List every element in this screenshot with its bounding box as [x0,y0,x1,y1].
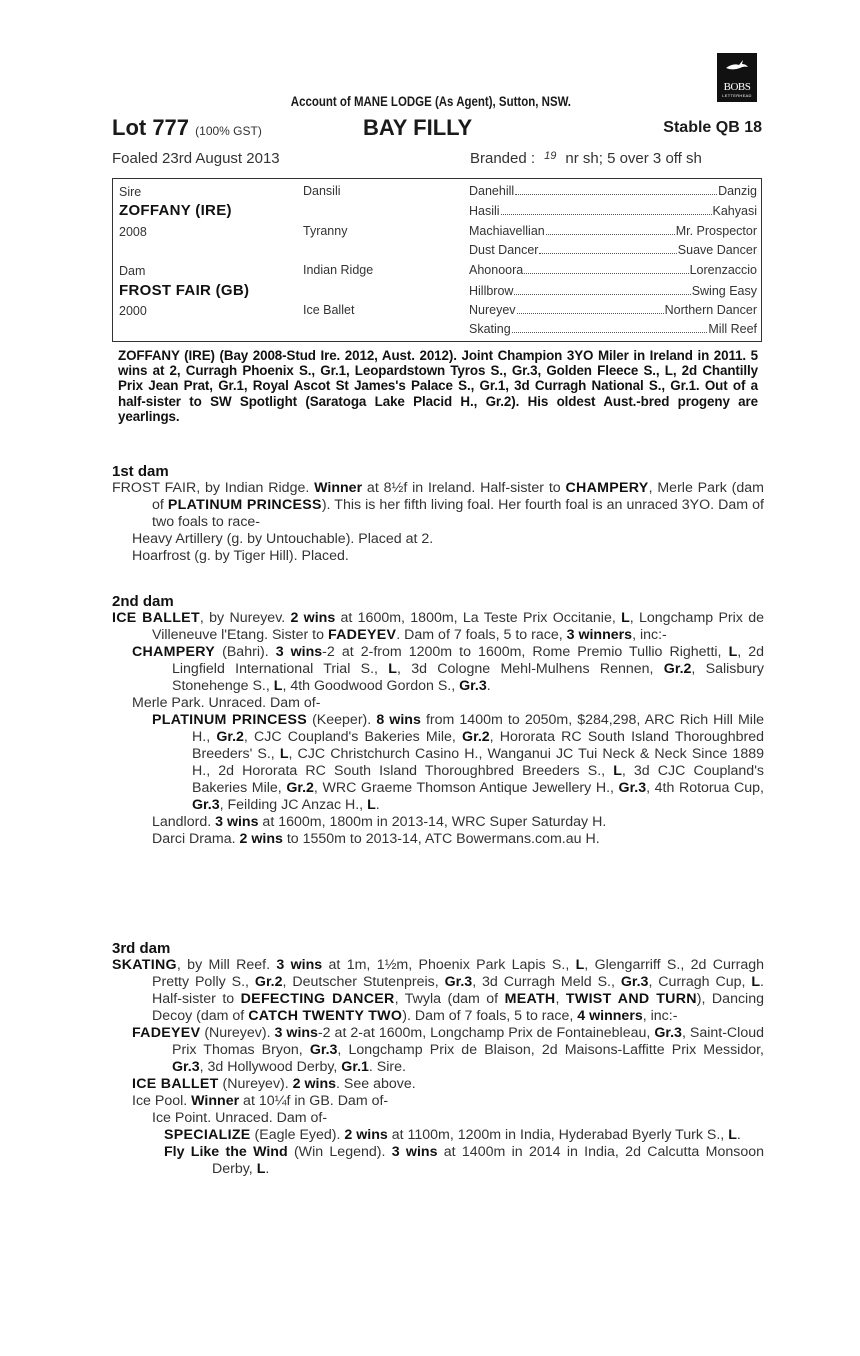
logo-name: BOBS [723,81,751,93]
body-text: , inc:- [632,627,667,643]
great-horse: Dust Dancer [469,243,539,257]
body-text: ), Dancing Decoy (dam of [152,991,764,1024]
bold-text: CHAMPERY [565,480,649,496]
body-text: to 1550m to 2013-14, ATC Bowermans.com.au H. [282,831,600,847]
body-text: , 3d Cologne Mehl-Mulhens Rennen, [396,661,664,677]
great-sire: Northern Dancer [664,303,757,317]
body-text: (Eagle Eyed). [250,1127,345,1143]
body-text: -2 at 2-at 1600m, Longchamp Prix de Fontainebleau, [317,1025,655,1041]
sire-label: Sire [119,185,142,199]
bold-text: 4 winners [577,1008,643,1024]
great-horse: Hillbrow [469,284,514,298]
great-grandparent-row [469,322,757,336]
sire-sire: Dansili [303,184,341,198]
first-dam-heading: 1st dam [112,463,169,480]
second-dam-section [112,593,764,848]
bold-text: Gr.2 [462,729,490,745]
bold-text: 8 wins [376,712,421,728]
bold-text: Fly Like the Wind [164,1144,288,1160]
bold-text: Gr.3 [459,678,487,694]
sire-year: 2008 [119,225,147,239]
body-text: ). This is her fifth living foal. Her fourth foal is an unraced 3YO. Dam of two foals to race- [152,497,764,530]
bold-text: Winner [191,1093,240,1109]
body-text: at 1400m in 2014 in India, 2d Calcutta Monsoon Derby, [212,1144,764,1177]
bold-text: 3 wins [391,1144,438,1160]
body-text: at 1100m, 1200m in India, Hyderabad Byerly Turk S., [387,1127,729,1143]
body-text: , inc:- [642,1008,678,1024]
great-grandparent-row [469,284,757,298]
dot-leader [515,185,717,195]
bold-text: 2 wins [290,610,336,626]
dot-leader [501,205,712,215]
dot-leader [524,264,688,274]
body-text: . Sire. [368,1059,406,1075]
bold-text: L [575,957,585,973]
bold-text: CHAMPERY [132,644,216,660]
bold-text: FADEYEV [132,1025,201,1041]
body-text: , 3d CJC Coupland's Bakeries Mile, [192,763,764,796]
branded-label: Branded : [470,150,536,167]
bold-text: PLATINUM PRINCESS [167,497,322,513]
great-sire: Mill Reef [708,322,757,336]
bold-text: ICE BALLET [132,1076,219,1092]
brand-mark-icon: 19 [544,150,557,162]
progeny-entry-ice-pool [112,1093,764,1110]
dot-leader [514,285,690,295]
great-grandparent-row [469,303,757,317]
bold-text: Gr.2 [286,780,314,796]
progeny-entry-fadeyev [112,1025,764,1076]
bold-text: L [621,610,630,626]
bold-text: Gr.3 [444,974,473,990]
first-dam-section [112,463,764,565]
great-sire: Swing Easy [691,284,757,298]
bold-text: ICE BALLET [112,610,200,626]
first-dam-entry [112,480,764,531]
dot-leader [546,225,675,235]
body-text: (Bahri). [215,644,276,660]
dam-name: FROST FAIR (GB) [119,282,250,299]
bold-text: FADEYEV [327,627,397,643]
body-text: , Salisbury Stonehenge S., [172,661,764,694]
vendor-account: Account of MANE LODGE (As Agent), Sutton, NSW. [290,93,571,109]
body-text: , Curragh Cup, [648,974,752,990]
great-horse: Nureyev [469,303,516,317]
dam-label: Dam [119,264,146,278]
third-dam-section [112,940,764,1178]
brand-info [470,150,762,167]
logo-sub: LETTERHEAD [722,93,752,98]
bold-text: Gr.3 [618,780,647,796]
body-text: , 4th Rotorua Cup, [646,780,764,796]
body-text: . Dam of 7 foals, 5 to race, [396,627,567,643]
body-text: , Twyla (dam of [394,991,505,1007]
progeny-entry-merle-park: Merle Park. Unraced. Dam of- [132,695,321,711]
great-horse: Hasili [469,204,500,218]
great-horse: Danehill [469,184,515,198]
body-text: at 8½f in Ireland. Half-sister to [362,480,566,496]
body-text: at 10¼f in GB. Dam of- [239,1093,389,1109]
sire-dam: Tyranny [303,224,348,238]
bold-text: L [367,797,376,813]
bold-text: Gr.3 [620,974,649,990]
body-text: (Nureyev). [218,1076,293,1092]
bold-text: 3 wins [276,957,323,973]
progeny-entry-landlord [112,814,764,831]
great-sire: Suave Dancer [677,243,757,257]
bird-icon [725,59,749,71]
bold-text: 2 wins [344,1127,388,1143]
body-text: FROST FAIR, by Indian Ridge. [112,480,315,496]
bold-text: Gr.3 [192,797,220,813]
dam-sire: Indian Ridge [303,263,374,277]
dot-leader [539,244,676,254]
bold-text: Winner [314,480,363,496]
bold-text: DEFECTING DANCER [240,991,395,1007]
progeny-entry-champery [112,644,764,695]
bold-text: L [751,974,761,990]
great-horse: Skating [469,322,511,336]
great-grandparent-row [469,224,757,238]
body-text: (Keeper). [306,712,377,728]
bold-text: PLATINUM PRINCESS [152,712,307,728]
body-text: at 1600m, 1800m in 2013-14, WRC Super Saturday H. [258,814,607,830]
bold-text: Gr.3 [172,1059,200,1075]
bold-text: L [273,678,283,694]
foal-entry: Heavy Artillery (g. by Untouchable). Placed at 2. [132,531,434,547]
bold-text: 3 winners [566,627,633,643]
body-text: , Longchamp Prix de Villeneuve l'Etang. Sister to [152,610,764,643]
dot-leader [517,304,664,314]
sire-name: ZOFFANY (IRE) [119,202,232,219]
bold-text: Gr.3 [309,1042,338,1058]
great-sire: Kahyasi [712,204,757,218]
bold-text: Gr.2 [663,661,692,677]
sex-description: BAY FILLY [363,115,473,140]
bold-text: L [388,661,397,677]
progeny-entry-platinum-princess [112,712,764,814]
bold-text: L [728,644,738,660]
bold-text: L [728,1127,737,1143]
lot-line [112,115,762,143]
body-text: , Feilding JC Anzac H., [219,797,368,813]
third-dam-heading: 3rd dam [112,940,171,957]
dam-dam: Ice Ballet [303,303,355,317]
second-dam-entry [112,610,764,644]
progeny-entry-specialize [112,1127,764,1144]
body-text: , 3d Curragh Meld S., [472,974,621,990]
body-text: , CJC Christchurch Casino H., Wanganui JC Tui Neck & Neck Since 1889 H., 2d Hororata RC South Island Thoroughbred Breeders S., [192,746,764,779]
bold-text: Gr.1 [341,1059,369,1075]
body-text: , WRC Graeme Thomson Antique Jewellery H., [313,780,619,796]
dot-leader [512,323,708,333]
lot-number [112,115,262,141]
body-text: , Hororata RC South Island Thoroughbred Breeders' S., [192,729,764,762]
body-text: Darci Drama. [152,831,240,847]
branded-detail: nr sh; 5 over 3 off sh [565,150,702,167]
great-grandparent-row [469,243,757,257]
progeny-entry-fly-like-the-wind [112,1144,764,1178]
second-dam-heading: 2nd dam [112,593,174,610]
great-grandparent-row [469,263,757,277]
stable-location: Stable QB 18 [663,119,762,136]
body-text: at 1m, 1½m, Phoenix Park Lapis S., [322,957,576,973]
foal-entry: Hoarfrost (g. by Tiger Hill). Placed. [132,548,349,564]
body-text: , 4th Goodwood Gordon S., [282,678,460,694]
body-text: , Saint-Cloud Prix Thomas Bryon, [172,1025,765,1058]
pedigree-table [112,178,762,342]
foaling-date: Foaled 23rd August 2013 [112,150,280,167]
body-text: , by Mill Reef. [176,957,277,973]
progeny-entry-darci-drama [112,831,764,848]
body-text: -2 at 2-from 1200m to 1600m, Rome Premio Tullio Righetti, [322,644,729,660]
body-text: . [736,1127,741,1143]
bold-text: CATCH TWENTY TWO [248,1008,403,1024]
great-grandparent-row [469,204,757,218]
body-text: . [486,678,491,694]
bold-text: 3 wins [215,814,259,830]
body-text: at 1600m, 1800m, La Teste Prix Occitanie, [335,610,622,626]
progeny-entry-ice-point: Ice Point. Unraced. Dam of- [152,1110,328,1126]
body-text: (Win Legend). [287,1144,392,1160]
body-text: , Merle Park (dam of [152,480,765,513]
bold-text: 2 wins [292,1076,337,1092]
body-text: . [265,1161,270,1177]
bold-text: L [613,763,622,779]
bold-text: 3 wins [275,644,323,660]
bold-text: SKATING [112,957,177,973]
bold-text: Gr.2 [254,974,283,990]
bold-text: TWIST AND TURN [565,991,697,1007]
great-horse: Machiavellian [469,224,545,238]
great-sire: Lorenzaccio [689,263,757,277]
bold-text: L [256,1161,266,1177]
body-text: , 2d Lingfield International Trial S., [172,644,765,677]
progeny-entry-ice-ballet [112,1076,764,1093]
body-text: . [375,797,380,813]
body-text: , CJC Coupland's Bakeries Mile, [243,729,463,745]
sire-summary: ZOFFANY (IRE) (Bay 2008-Stud Ire. 2012, Aust. 2012). Joint Champion 3YO Miler in Ireland in 2011. 5 wins at 2, Curragh Phoenix S., Gr.1, Leopardstown Tyros S., Gr.3, Golden Fleece S., L, 2d Chantilly Prix Jean Prat, Gr.1, Royal Ascot St James's Palace S., Gr.1, 3d Curragh National S., Gr.1. Out of a half-sister to SW Spotlight (Saratoga Lake Placid H., Gr.2). His oldest Aust.-bred progeny are yearlings. [118,348,758,424]
bold-text: MEATH [504,991,556,1007]
third-dam-entry [112,957,764,1025]
body-text: Ice Pool. [132,1093,192,1109]
body-text: , Deutscher Stutenpreis, [282,974,445,990]
bold-text: L [279,746,289,762]
great-sire: Mr. Prospector [675,224,757,238]
body-text: , [555,991,566,1007]
great-grandparent-row [469,184,757,198]
bold-text: 2 wins [239,831,283,847]
gst-note: (100% GST) [195,124,262,138]
great-horse: Ahonoora [469,263,524,277]
body-text: from 1400m to 2050m, $284,298, ARC Rich Hill Mile H., [192,712,764,745]
dam-year: 2000 [119,304,147,318]
body-text: , by Nureyev. [199,610,291,626]
body-text: , 3d Hollywood Derby, [199,1059,342,1075]
bold-text: SPECIALIZE [164,1127,251,1143]
body-text: . See above. [336,1076,416,1092]
body-text: Landlord. [152,814,216,830]
body-text: , Glengarriff S., 2d Curragh Pretty Polly S., [152,957,764,990]
great-sire: Danzig [718,184,757,198]
bold-text: Gr.2 [216,729,244,745]
bold-text: Gr.3 [654,1025,682,1041]
body-text: , Longchamp Prix de Blaison, 2d Maisons-Laffitte Prix Messidor, [337,1042,764,1058]
lot-label: Lot 777 [112,115,190,140]
bold-text: 3 wins [274,1025,318,1041]
body-text: . Half-sister to [152,974,764,1007]
body-text: (Nureyev). [200,1025,275,1041]
body-text: ). Dam of 7 foals, 5 to race, [402,1008,578,1024]
